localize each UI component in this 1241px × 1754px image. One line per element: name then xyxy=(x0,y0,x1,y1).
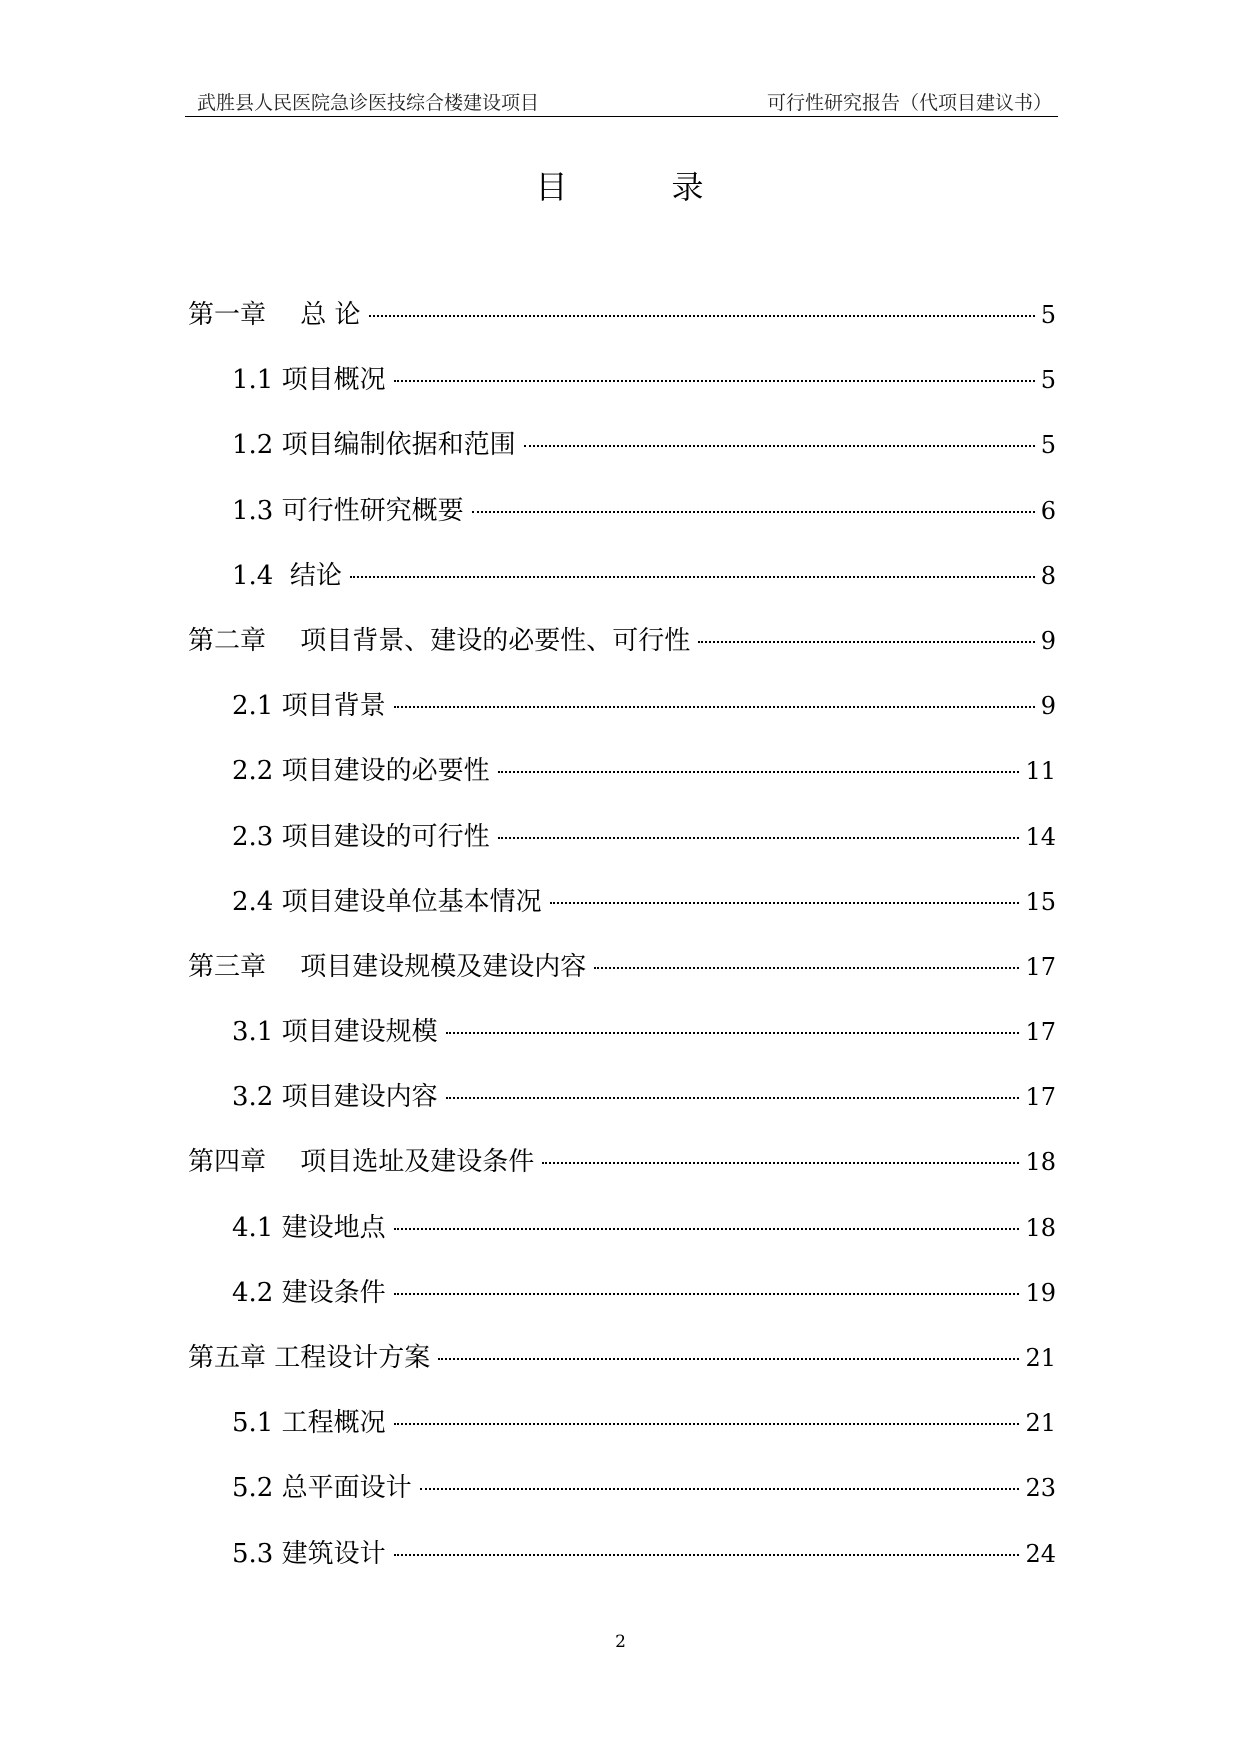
toc-page-number: 8 xyxy=(1040,561,1056,590)
toc-entry-label xyxy=(232,1007,438,1057)
toc-section-entry[interactable] xyxy=(188,486,1056,551)
dot-leader xyxy=(394,1423,1020,1425)
toc-page-number: 18 xyxy=(1025,1148,1056,1177)
dot-leader xyxy=(350,576,1035,578)
toc-section-entry[interactable] xyxy=(188,877,1056,942)
toc-section-entry[interactable] xyxy=(188,1529,1056,1594)
toc-section-number: 1.3 xyxy=(232,495,274,526)
toc-section-number: 2.2 xyxy=(232,756,274,787)
toc-section-entry[interactable] xyxy=(188,1398,1056,1463)
table-of-contents xyxy=(188,290,1056,1594)
toc-section-title: 项目建设内容 xyxy=(281,1082,438,1113)
toc-chapter-entry[interactable] xyxy=(188,1333,1056,1398)
toc-entry-label xyxy=(232,355,386,405)
toc-section-number: 2.4 xyxy=(232,886,274,917)
toc-section-number: 5.3 xyxy=(232,1538,274,1569)
toc-section-entry[interactable] xyxy=(188,746,1056,811)
dot-leader xyxy=(550,902,1020,904)
toc-entry-label xyxy=(232,812,490,862)
toc-section-entry[interactable] xyxy=(188,1268,1056,1333)
toc-chapter-entry[interactable] xyxy=(188,942,1056,1007)
toc-entry-label: 第一章 总 论 xyxy=(188,300,361,330)
toc-entry-label xyxy=(232,1072,438,1122)
toc-page-number: 17 xyxy=(1025,952,1056,981)
toc-section-title: 项目建设单位基本情况 xyxy=(281,886,542,917)
toc-section-title: 项目建设的必要性 xyxy=(281,756,490,787)
toc-page-number: 24 xyxy=(1025,1539,1056,1568)
dot-leader xyxy=(394,1228,1020,1230)
toc-page-number: 21 xyxy=(1025,1409,1056,1438)
toc-section-entry[interactable] xyxy=(188,420,1056,485)
toc-section-number: 1.4 xyxy=(232,560,274,591)
toc-title: 目 录 xyxy=(535,168,706,206)
toc-page-number: 19 xyxy=(1025,1278,1056,1307)
toc-section-title: 项目建设的可行性 xyxy=(281,821,490,852)
toc-section-title: 结论 xyxy=(281,560,342,591)
dot-leader xyxy=(438,1358,1019,1360)
toc-entry-label: 第三章 项目建设规模及建设内容 xyxy=(188,951,587,982)
toc-entry-label xyxy=(232,1268,386,1318)
toc-chapter-entry[interactable] xyxy=(188,1137,1056,1202)
dot-leader xyxy=(369,315,1035,317)
dot-leader xyxy=(446,1032,1020,1034)
dot-leader xyxy=(594,967,1019,969)
toc-section-entry[interactable] xyxy=(188,355,1056,420)
toc-section-entry[interactable] xyxy=(188,1203,1056,1268)
toc-section-entry[interactable] xyxy=(188,551,1056,616)
toc-section-title: 建设条件 xyxy=(281,1277,386,1308)
toc-section-entry[interactable] xyxy=(188,681,1056,746)
toc-entry-label xyxy=(232,486,464,536)
toc-page-number: 18 xyxy=(1025,1213,1056,1242)
toc-section-number: 1.2 xyxy=(232,430,274,461)
toc-page-number: 9 xyxy=(1040,692,1056,721)
toc-section-title: 项目背景 xyxy=(281,691,386,722)
dot-leader xyxy=(698,641,1034,643)
dot-leader xyxy=(394,706,1035,708)
toc-section-title: 建筑设计 xyxy=(281,1538,386,1569)
toc-section-entry[interactable] xyxy=(188,1007,1056,1072)
toc-page-number: 5 xyxy=(1040,431,1056,460)
toc-section-number: 4.1 xyxy=(232,1212,274,1243)
toc-entry-label xyxy=(232,1529,386,1579)
dot-leader xyxy=(394,1293,1020,1295)
toc-page-number: 14 xyxy=(1025,822,1056,851)
toc-section-number: 5.2 xyxy=(232,1473,274,1504)
dot-leader xyxy=(472,511,1035,513)
toc-section-number: 5.1 xyxy=(232,1408,274,1439)
dot-leader xyxy=(394,1554,1020,1556)
toc-section-number: 4.2 xyxy=(232,1277,274,1308)
toc-page-number: 17 xyxy=(1025,1083,1056,1112)
toc-page-number: 6 xyxy=(1040,496,1056,525)
toc-page-number: 17 xyxy=(1025,1018,1056,1047)
dot-leader xyxy=(542,1162,1019,1164)
toc-section-title: 工程概况 xyxy=(281,1408,386,1439)
toc-section-number: 2.3 xyxy=(232,821,274,852)
toc-entry-label xyxy=(232,551,342,601)
toc-entry-label xyxy=(232,420,516,470)
toc-section-number: 1.1 xyxy=(232,365,274,396)
toc-section-number: 2.1 xyxy=(232,691,274,722)
dot-leader xyxy=(498,837,1020,839)
toc-page-number: 9 xyxy=(1040,626,1056,655)
toc-section-title: 项目概况 xyxy=(281,365,386,396)
toc-chapter-entry[interactable] xyxy=(188,616,1056,681)
toc-entry-label: 第五章 工程设计方案 xyxy=(188,1343,431,1373)
running-header xyxy=(185,86,1058,117)
toc-page-number: 5 xyxy=(1040,366,1056,395)
toc-entry-label xyxy=(232,1398,386,1448)
header-project-name: 武胜县人民医院急诊医技综合楼建设项目 xyxy=(197,92,540,114)
toc-page-number: 21 xyxy=(1025,1344,1056,1372)
toc-section-number: 3.2 xyxy=(232,1082,274,1113)
toc-section-number: 3.1 xyxy=(232,1017,274,1048)
toc-entry-label xyxy=(232,681,386,731)
dot-leader xyxy=(394,380,1035,382)
toc-section-title: 总平面设计 xyxy=(281,1473,412,1504)
toc-page-number: 23 xyxy=(1025,1474,1056,1503)
toc-entry-label: 第二章 项目背景、建设的必要性、可行性 xyxy=(188,625,691,656)
dot-leader xyxy=(498,771,1020,773)
toc-page-number: 15 xyxy=(1025,887,1056,916)
toc-entry-label: 第四章 项目选址及建设条件 xyxy=(188,1147,535,1178)
dot-leader xyxy=(420,1488,1020,1490)
toc-section-title: 项目建设规模 xyxy=(281,1017,438,1048)
header-document-type: 可行性研究报告（代项目建议书） xyxy=(766,92,1052,114)
dot-leader xyxy=(524,445,1035,447)
toc-page-number: 11 xyxy=(1025,757,1056,786)
toc-section-entry[interactable] xyxy=(188,1463,1056,1528)
toc-entry-label xyxy=(232,746,490,796)
toc-entry-label xyxy=(232,877,542,927)
toc-section-entry[interactable] xyxy=(188,812,1056,877)
toc-section-entry[interactable] xyxy=(188,1072,1056,1137)
dot-leader xyxy=(446,1097,1020,1099)
toc-section-title: 建设地点 xyxy=(281,1212,386,1243)
toc-page-number: 5 xyxy=(1040,301,1056,329)
toc-section-title: 项目编制依据和范围 xyxy=(281,430,516,461)
toc-chapter-entry[interactable] xyxy=(188,290,1056,355)
page-number: 2 xyxy=(615,1632,626,1652)
toc-section-title: 可行性研究概要 xyxy=(281,495,464,526)
toc-entry-label xyxy=(232,1203,386,1253)
toc-entry-label xyxy=(232,1463,412,1513)
